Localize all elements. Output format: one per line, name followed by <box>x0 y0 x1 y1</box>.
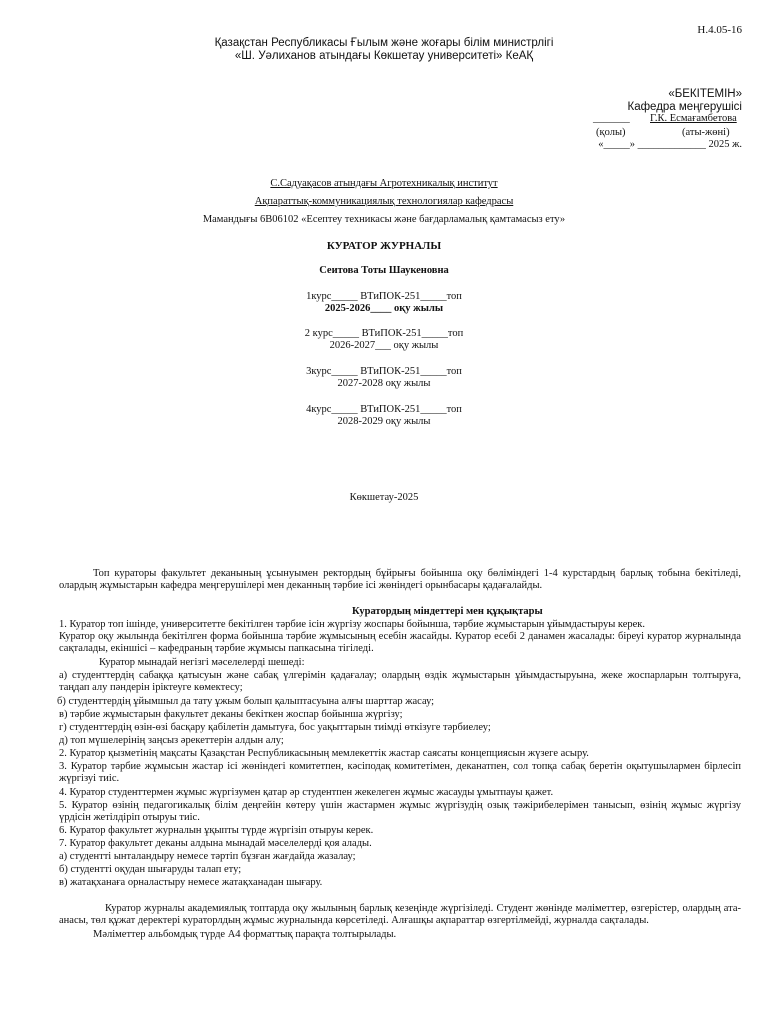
duty-item-1: 1. Куратор топ ішінде, университетте бекітілген тәрбие ісін жүргізу жоспары бойынша, тәрбие жұмыстарын ұйымдастыруы керек. <box>59 619 646 630</box>
ministry-title: Қазақстан Республикасы Ғылым және жоғары білім министрлігі <box>214 37 554 49</box>
course-4-group: 4курс_____ ВТиПОК-251_____топ <box>306 404 462 415</box>
university-title: «Ш. Уәлиханов атындағы Көкшетау университеті» КеАҚ <box>234 50 534 62</box>
duty-sub-b: б) студенттердің ұйымшыл да тату ұжым болып қалыптасуына алғы шарттар жасау; <box>57 696 435 707</box>
document-code: Н.4.05-16 <box>697 24 742 36</box>
course-1-group: 1курс_____ ВТиПОК-251_____топ <box>306 291 462 302</box>
specialty-line: Мамандығы 6В06102 «Есептеу техникасы және бағдарламалық қамтамасыз ету» <box>202 214 566 225</box>
duty-item-1-continued: Куратор оқу жылында бекітілген форма бойынша тәрбие жұмысының есебін жасайды. Куратор есебі 2 данамен жасалады: біреуі куратор журналында сақталады, екіншісі – кафедраның тәрбие жұмысы папкасына тігіледі. <box>59 631 741 655</box>
closing-paragraph: Куратор журналы академиялық топтарда оқу жылының барлық кезеңінде жүргізіледі. Студент жөнінде мәліметтер, өзгерістер, олардың ата-анасы, төл құжат деректері кураторлдың жұмыс журналында көрсетіледі. Алғашқы ақпараттар өзгертілмейді, журналда сақталады. <box>59 903 741 927</box>
duty-item-7: 7. Куратор факультет деканы алдына мынадай мәселелерді қоя алады. <box>59 838 372 849</box>
course-2-group: 2 курс_____ ВТиПОК-251_____топ <box>304 328 464 339</box>
approval-date: «_____» _____________ 2025 ж. <box>598 139 742 150</box>
duty-item-6: 6. Куратор факультет журналын ұқыпты түрде жүргізіп отыруы керек. <box>59 825 374 836</box>
duty-item-4: 4. Куратор студенттермен жұмыс жүргізумен қатар әр студентпен жекелеген жұмыс жасауды ұмытпауы қажет. <box>59 787 554 798</box>
institute-name: С.Садуақасов атындағы Агротехникалық институт <box>270 178 498 189</box>
duty-sub-g: г) студенттердің өзін-өзі басқару қабілетін дамытуға, бос уақыттарын тиімді өткізуге тәрбиелеу; <box>59 722 491 733</box>
duty-item-2: 2. Куратор қызметінің мақсаты Қазақстан Республикасының мемлекеттік жастар саясаты концепциясын жүзеге асыру. <box>59 748 589 759</box>
duty-sub-d: д) топ мүшелерінің заңсыз әрекеттерін алдын алу; <box>59 735 284 746</box>
department-name: Ақпараттық-коммуникациялық технологиялар кафедрасы <box>254 196 514 207</box>
course-3-year: 2027-2028 оқу жылы <box>337 378 431 389</box>
name-label: (аты-жөні) <box>682 127 730 138</box>
approval-position: Кафедра меңгерушісі <box>627 101 742 113</box>
journal-title: КУРАТОР ЖУРНАЛЫ <box>326 240 442 252</box>
duty-item-5: 5. Куратор өзінің педагогикалық білім деңгейін көтеру үшін жастармен жұмыс жүргізудің озық тәжірибелерімен танысып, өзінің жұмыс жүргізу үрдісін жетілдіріп отыруы тиіс. <box>59 800 741 824</box>
course-4-year: 2028-2029 оқу жылы <box>337 416 431 427</box>
duty-item-3: 3. Куратор тәрбие жұмысын жастар ісі жөніндегі комитетпен, кәсіподақ комитетімен, деканатпен, сол топқа сабақ беретін оқытушылармен бірлесіп жүргізуі тиіс. <box>59 761 741 785</box>
signature-blank: _______ <box>593 113 630 124</box>
course-3-group: 3курс_____ ВТиПОК-251_____топ <box>306 366 462 377</box>
signature-label: (қолы) <box>596 127 626 138</box>
approval-title: «БЕКІТЕМІН» <box>668 88 742 100</box>
duty-sub-a: а) студенттердің сабаққа қатысуын және сабақ үлгерімін қадағалау; олардың өздік жұмыстарын ұйымдастыруына, жеке жоспарларын толтыруға, таңдап алу пәндерін іріктеуге көмектесу; <box>59 670 741 694</box>
duties-solves-intro: Куратор мынадай негізгі мәселелерді шешеді: <box>99 657 305 668</box>
city-year: Көкшетау-2025 <box>349 492 419 503</box>
intro-paragraph: Топ кураторы факультет деканының ұсынуымен ректордың бұйрығы бойынша оқу бөліміндегі 1-4 курстардың барлық тобына бекітіледі, олардың жұмыстарын кафедра меңгерушілері мен деканның тәрбие ісі жөніндегі орынбасары қадағалайды. <box>59 568 741 592</box>
curator-name: Сеитова Тоты Шаукеновна <box>319 265 449 276</box>
right-sub-v: в) жатақханаға орналастыру немесе жатақханадан шығару. <box>59 877 323 888</box>
approver-name: Г.К. Есмағамбетова <box>650 113 737 124</box>
closing-line: Мәліметтер альбомдық түрде А4 форматтық парақта толтырылады. <box>93 929 397 940</box>
right-sub-a: а) студентті ынталандыру немесе тәртіп бұзған жағдайда жазалау; <box>59 851 356 862</box>
duties-heading: Куратордың міндеттері мен құқықтары <box>352 606 543 617</box>
course-1-year: 2025-2026____ оқу жылы <box>324 303 444 314</box>
duty-sub-v: в) тәрбие жұмыстарын факультет деканы бекіткен жоспар бойынша жүргізу; <box>59 709 403 720</box>
right-sub-b: б) студентті оқудан шығаруды талап ету; <box>59 864 242 875</box>
course-2-year: 2026-2027___ оқу жылы <box>329 340 439 351</box>
